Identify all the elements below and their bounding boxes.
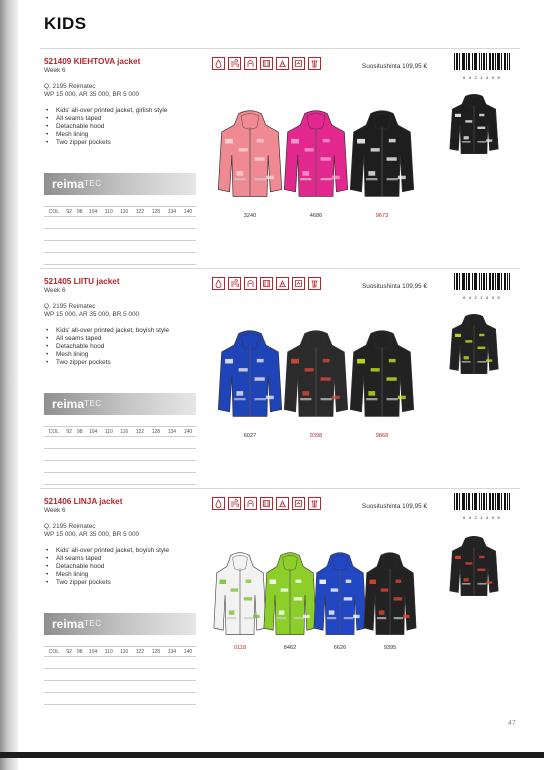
size-cell <box>74 681 85 693</box>
size-cell <box>44 253 64 265</box>
size-header: 110 <box>101 207 116 217</box>
size-cell <box>132 461 148 473</box>
feature-list <box>44 547 200 587</box>
reflector-icon <box>276 57 289 70</box>
feature-icons <box>212 277 321 290</box>
size-cell <box>148 657 164 669</box>
size-col-label: COL <box>44 427 64 437</box>
feature-icons <box>212 57 321 70</box>
size-cell <box>101 669 116 681</box>
safety-icon <box>308 497 321 510</box>
product-title: 521406 LINJA jacket <box>44 497 123 506</box>
size-cell <box>148 241 164 253</box>
feature-item: • Mesh lining <box>44 571 200 579</box>
taped-seams-icon <box>260 277 273 290</box>
safety-icon <box>308 277 321 290</box>
size-cell <box>180 681 196 693</box>
size-header: 104 <box>85 427 101 437</box>
feature-item: • All seams taped <box>44 555 200 563</box>
product-material <box>44 523 200 539</box>
size-cell <box>117 217 132 229</box>
size-cell <box>44 693 64 705</box>
jacket-back-image <box>448 313 500 377</box>
taped-seams-icon <box>260 57 273 70</box>
size-cell <box>85 449 101 461</box>
size-cell <box>164 693 180 705</box>
size-cell <box>101 681 116 693</box>
size-table <box>44 206 196 265</box>
material-quality: Q. 2195 Reimatec <box>44 83 96 90</box>
color-code: 9673 <box>375 213 389 219</box>
size-cell <box>117 473 132 485</box>
size-cell <box>164 253 180 265</box>
size-cell <box>74 217 85 229</box>
size-col-label: COL <box>44 647 64 657</box>
jacket-image <box>282 329 350 421</box>
size-cell <box>148 669 164 681</box>
reima-tec-logo <box>44 173 196 195</box>
jacket-image <box>348 329 416 421</box>
size-cell <box>101 229 116 241</box>
size-cell <box>64 669 75 681</box>
page-binding-shadow <box>0 0 18 770</box>
color-code: 9398 <box>309 433 323 439</box>
size-cell <box>44 449 64 461</box>
size-cell <box>164 669 180 681</box>
size-cell <box>44 657 64 669</box>
size-cell <box>164 449 180 461</box>
size-cell <box>117 229 132 241</box>
color-code: 0118 <box>233 645 247 651</box>
size-cell <box>44 241 64 253</box>
size-cell <box>44 681 64 693</box>
size-cell <box>148 693 164 705</box>
feature-item: • Two zipper pockets <box>44 139 200 147</box>
size-cell <box>164 217 180 229</box>
wind-icon <box>228 57 241 70</box>
size-table <box>44 646 196 705</box>
size-cell <box>74 693 85 705</box>
size-cell <box>164 657 180 669</box>
product-week: Week 6 <box>44 287 66 294</box>
size-header: 110 <box>101 647 116 657</box>
size-cell <box>132 693 148 705</box>
size-cell <box>101 449 116 461</box>
size-cell <box>180 253 196 265</box>
jacket-image <box>262 551 318 639</box>
size-header: 140 <box>180 427 196 437</box>
size-cell <box>148 437 164 449</box>
brand-name: reima <box>52 177 85 191</box>
size-cell <box>64 437 75 449</box>
color-code: 6027 <box>243 433 257 439</box>
size-cell <box>85 669 101 681</box>
size-cell <box>85 657 101 669</box>
size-cell <box>180 669 196 681</box>
jacket-image <box>212 551 268 639</box>
wind-icon <box>228 497 241 510</box>
size-header: 104 <box>85 207 101 217</box>
product-info <box>44 57 200 147</box>
size-cell <box>74 473 85 485</box>
size-cell <box>64 461 75 473</box>
size-cell <box>64 681 75 693</box>
product-info <box>44 497 200 587</box>
jacket-image <box>362 551 418 639</box>
bottom-bar <box>0 752 544 758</box>
size-header: 98 <box>74 207 85 217</box>
reima-tec-logo <box>44 393 196 415</box>
feature-item: • Detachable hood <box>44 123 200 131</box>
size-cell <box>148 217 164 229</box>
feature-item: • Kids' all-over printed jacket, boyish style <box>44 327 200 335</box>
size-header: 140 <box>180 647 196 657</box>
material-quality: Q. 2195 Reimatec <box>44 523 96 530</box>
feature-list <box>44 107 200 147</box>
size-header: 128 <box>148 427 164 437</box>
size-cell <box>117 681 132 693</box>
size-header: 134 <box>164 427 180 437</box>
size-cell <box>85 461 101 473</box>
size-header: 98 <box>74 647 85 657</box>
size-cell <box>74 657 85 669</box>
breathable-icon <box>292 277 305 290</box>
taped-seams-icon <box>260 497 273 510</box>
size-header: 104 <box>85 647 101 657</box>
product-block <box>40 488 520 701</box>
barcode-number: 6 4 2 1 4 0 5 <box>463 295 501 300</box>
product-info <box>44 277 200 367</box>
size-cell <box>74 241 85 253</box>
size-header: 128 <box>148 647 164 657</box>
barcode <box>454 273 510 300</box>
size-cell <box>180 241 196 253</box>
size-header: 122 <box>132 207 148 217</box>
barcode <box>454 493 510 520</box>
safety-icon <box>308 57 321 70</box>
feature-item: • Detachable hood <box>44 343 200 351</box>
size-cell <box>101 461 116 473</box>
size-header: 92 <box>64 647 75 657</box>
product-material <box>44 303 200 319</box>
size-cell <box>64 229 75 241</box>
color-code: 8462 <box>283 645 297 651</box>
jacket-image <box>348 109 416 201</box>
size-cell <box>132 449 148 461</box>
brand-name: reima <box>52 397 85 411</box>
size-header: 122 <box>132 647 148 657</box>
color-code: 6626 <box>333 645 347 651</box>
page-title: KIDS <box>44 14 87 33</box>
size-cell <box>64 253 75 265</box>
size-cell <box>180 449 196 461</box>
feature-item: • Kids' all-over printed jacket, girlish style <box>44 107 200 115</box>
size-header: 116 <box>117 647 132 657</box>
size-header: 116 <box>117 427 132 437</box>
jacket-back-image <box>448 93 500 157</box>
size-cell <box>117 669 132 681</box>
size-header: 128 <box>148 207 164 217</box>
size-header: 92 <box>64 207 75 217</box>
jacket-back-image <box>448 535 500 599</box>
size-cell <box>132 657 148 669</box>
product-block <box>40 48 520 261</box>
rain-drop-icon <box>212 277 225 290</box>
breathable-icon <box>292 497 305 510</box>
barcode-number: 6 4 2 1 4 0 6 <box>463 515 501 520</box>
feature-item: • Mesh lining <box>44 131 200 139</box>
size-cell <box>44 437 64 449</box>
material-ratings: WP 15 000, AR 35 000, BR 5 000 <box>44 531 140 538</box>
size-cell <box>180 437 196 449</box>
size-cell <box>101 253 116 265</box>
size-cell <box>64 241 75 253</box>
size-cell <box>180 229 196 241</box>
size-cell <box>74 229 85 241</box>
size-cell <box>101 241 116 253</box>
hood-icon <box>244 497 257 510</box>
size-cell <box>148 449 164 461</box>
brand-name: reima <box>52 617 85 631</box>
size-cell <box>85 241 101 253</box>
feature-item: • Two zipper pockets <box>44 579 200 587</box>
size-cell <box>148 253 164 265</box>
size-cell <box>164 681 180 693</box>
recommended-price: Suositushinta 109,95 € <box>362 63 428 70</box>
feature-item: • Kids' all-over printed jacket, boyish style <box>44 547 200 555</box>
size-table <box>44 426 196 485</box>
size-cell <box>85 473 101 485</box>
size-cell <box>85 437 101 449</box>
size-cell <box>85 217 101 229</box>
product-title: 521409 KIEHTOVA jacket <box>44 57 141 66</box>
jacket-image <box>216 109 284 201</box>
size-cell <box>132 437 148 449</box>
size-header: 98 <box>74 427 85 437</box>
size-cell <box>132 669 148 681</box>
size-cell <box>164 473 180 485</box>
size-cell <box>117 241 132 253</box>
size-cell <box>64 473 75 485</box>
size-cell <box>74 437 85 449</box>
jacket-image <box>216 329 284 421</box>
barcode <box>454 53 510 80</box>
size-cell <box>101 693 116 705</box>
size-header: 92 <box>64 427 75 437</box>
feature-item: • All seams taped <box>44 115 200 123</box>
color-code: 4686 <box>309 213 323 219</box>
hood-icon <box>244 57 257 70</box>
size-cell <box>132 681 148 693</box>
feature-item: • All seams taped <box>44 335 200 343</box>
size-cell <box>44 217 64 229</box>
size-cell <box>101 657 116 669</box>
size-cell <box>164 229 180 241</box>
feature-item: • Mesh lining <box>44 351 200 359</box>
size-cell <box>180 657 196 669</box>
size-cell <box>64 693 75 705</box>
feature-icons <box>212 497 321 510</box>
size-col-label: COL <box>44 207 64 217</box>
feature-item: • Detachable hood <box>44 563 200 571</box>
color-code: 9395 <box>383 645 397 651</box>
brand-line: TEC <box>84 399 102 408</box>
material-quality: Q. 2195 Reimatec <box>44 303 96 310</box>
size-cell <box>74 461 85 473</box>
reflector-icon <box>276 277 289 290</box>
size-cell <box>44 461 64 473</box>
size-cell <box>164 437 180 449</box>
size-header: 140 <box>180 207 196 217</box>
product-material <box>44 83 200 99</box>
size-cell <box>44 669 64 681</box>
recommended-price: Suositushinta 109,95 € <box>362 283 428 290</box>
jacket-image <box>282 109 350 201</box>
size-cell <box>74 669 85 681</box>
size-cell <box>64 217 75 229</box>
size-cell <box>117 693 132 705</box>
feature-list <box>44 327 200 367</box>
size-header: 122 <box>132 427 148 437</box>
size-cell <box>180 473 196 485</box>
material-ratings: WP 15 000, AR 35 000, BR 5 000 <box>44 311 140 318</box>
size-cell <box>85 681 101 693</box>
brand-line: TEC <box>84 179 102 188</box>
jacket-image <box>312 551 368 639</box>
size-cell <box>180 217 196 229</box>
product-block <box>40 268 520 481</box>
size-cell <box>44 473 64 485</box>
size-cell <box>148 473 164 485</box>
size-cell <box>132 241 148 253</box>
reima-tec-logo <box>44 613 196 635</box>
size-cell <box>132 253 148 265</box>
size-cell <box>117 449 132 461</box>
color-code: 3240 <box>243 213 257 219</box>
size-cell <box>85 229 101 241</box>
size-header: 134 <box>164 207 180 217</box>
rain-drop-icon <box>212 57 225 70</box>
size-cell <box>117 461 132 473</box>
size-cell <box>64 449 75 461</box>
barcode-number: 6 4 2 1 4 0 9 <box>463 75 501 80</box>
size-cell <box>164 461 180 473</box>
material-ratings: WP 15 000, AR 35 000, BR 5 000 <box>44 91 140 98</box>
size-cell <box>85 693 101 705</box>
size-cell <box>164 241 180 253</box>
size-cell <box>148 681 164 693</box>
size-cell <box>117 437 132 449</box>
reflector-icon <box>276 497 289 510</box>
size-cell <box>132 217 148 229</box>
brand-line: TEC <box>84 619 102 628</box>
size-cell <box>148 461 164 473</box>
size-cell <box>101 217 116 229</box>
size-cell <box>101 437 116 449</box>
color-code: 9868 <box>375 433 389 439</box>
size-cell <box>132 229 148 241</box>
product-week: Week 6 <box>44 67 66 74</box>
size-cell <box>64 657 75 669</box>
size-cell <box>74 253 85 265</box>
size-cell <box>180 693 196 705</box>
size-header: 110 <box>101 427 116 437</box>
rain-drop-icon <box>212 497 225 510</box>
size-cell <box>180 461 196 473</box>
size-cell <box>117 253 132 265</box>
breathable-icon <box>292 57 305 70</box>
size-cell <box>148 229 164 241</box>
product-title: 521405 LIITU jacket <box>44 277 120 286</box>
page-number: 47 <box>508 720 516 727</box>
recommended-price: Suositushinta 109,95 € <box>362 503 428 510</box>
size-cell <box>85 253 101 265</box>
feature-item: • Two zipper pockets <box>44 359 200 367</box>
size-cell <box>101 473 116 485</box>
size-cell <box>117 657 132 669</box>
size-cell <box>44 229 64 241</box>
product-week: Week 6 <box>44 507 66 514</box>
size-cell <box>132 473 148 485</box>
size-cell <box>74 449 85 461</box>
wind-icon <box>228 277 241 290</box>
size-header: 134 <box>164 647 180 657</box>
hood-icon <box>244 277 257 290</box>
size-header: 116 <box>117 207 132 217</box>
